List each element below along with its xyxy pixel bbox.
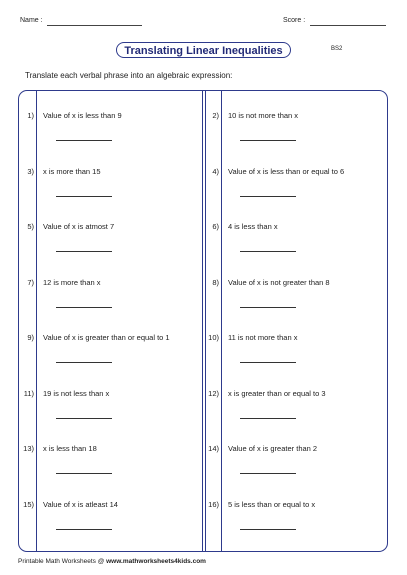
question-text: 4 is less than x (228, 222, 278, 231)
question-text: 5 is less than or equal to x (228, 499, 316, 509)
question-number: 3) (27, 166, 34, 176)
answer-line[interactable] (56, 196, 112, 197)
question-text: x is less than 18 (43, 444, 97, 453)
question-text: 12 is more than x (43, 277, 101, 287)
name-label: Name : (20, 17, 43, 24)
answer-line[interactable] (56, 307, 112, 308)
answer-line[interactable] (56, 362, 112, 363)
answer-line[interactable] (56, 473, 112, 474)
question-number: 1) (27, 111, 34, 120)
worksheet-code: BS2 (331, 46, 343, 52)
question-number: 16) (208, 499, 219, 509)
question-text: Value of x is less than or equal to 6 (228, 166, 345, 176)
answer-line[interactable] (240, 196, 296, 197)
question-number: 8) (212, 277, 219, 287)
question-number: 7) (27, 277, 34, 287)
footer (18, 558, 206, 565)
answer-line[interactable] (240, 362, 296, 363)
answer-line[interactable] (240, 473, 296, 474)
question-text: Value of x is atmost 7 (43, 222, 115, 231)
name-field[interactable] (47, 25, 142, 26)
footer-prefix: Printable Math Worksheets @ (18, 558, 107, 565)
right-number-divider (221, 91, 222, 551)
question-text: x is greater than or equal to 3 (228, 388, 326, 398)
question-number: 11) (23, 388, 34, 398)
question-number: 4) (212, 166, 219, 176)
left-number-divider (36, 91, 37, 551)
question-text: Value of x is atleast 14 (43, 499, 118, 509)
question-number: 10) (208, 333, 219, 342)
question-number: 2) (212, 111, 219, 120)
answer-line[interactable] (240, 529, 296, 530)
question-number: 14) (208, 444, 219, 453)
question-number: 12) (208, 388, 219, 398)
answer-line[interactable] (56, 251, 112, 252)
question-number: 13) (23, 444, 34, 453)
question-text: Value of x is not greater than 8 (228, 277, 330, 287)
answer-line[interactable] (240, 140, 296, 141)
question-number: 5) (27, 222, 34, 231)
question-number: 15) (23, 499, 34, 509)
score-field[interactable] (310, 25, 386, 26)
answer-line[interactable] (240, 251, 296, 252)
question-text: 10 is not more than x (228, 111, 299, 120)
answer-line[interactable] (56, 529, 112, 530)
answer-line[interactable] (56, 140, 112, 141)
score-label: Score : (283, 17, 306, 24)
answer-line[interactable] (240, 307, 296, 308)
question-text: Value of x is greater than or equal to 1 (43, 333, 170, 342)
instructions: Translate each verbal phrase into an algebraic expression: (25, 71, 233, 80)
question-text: 11 is not more than x (228, 333, 298, 342)
answer-line[interactable] (240, 418, 296, 419)
question-text: x is more than 15 (43, 166, 101, 176)
worksheet-title: Translating Linear Inequalities (116, 42, 291, 58)
column-divider (202, 91, 206, 551)
question-text: 19 is not less than x (43, 388, 110, 398)
answer-line[interactable] (56, 418, 112, 419)
question-text: Value of x is less than 9 (43, 111, 122, 120)
footer-site[interactable]: www.mathworksheets4kids.com (106, 558, 206, 565)
question-number: 6) (212, 222, 219, 231)
question-number: 9) (27, 333, 34, 342)
question-text: Value of x is greater than 2 (228, 444, 318, 453)
